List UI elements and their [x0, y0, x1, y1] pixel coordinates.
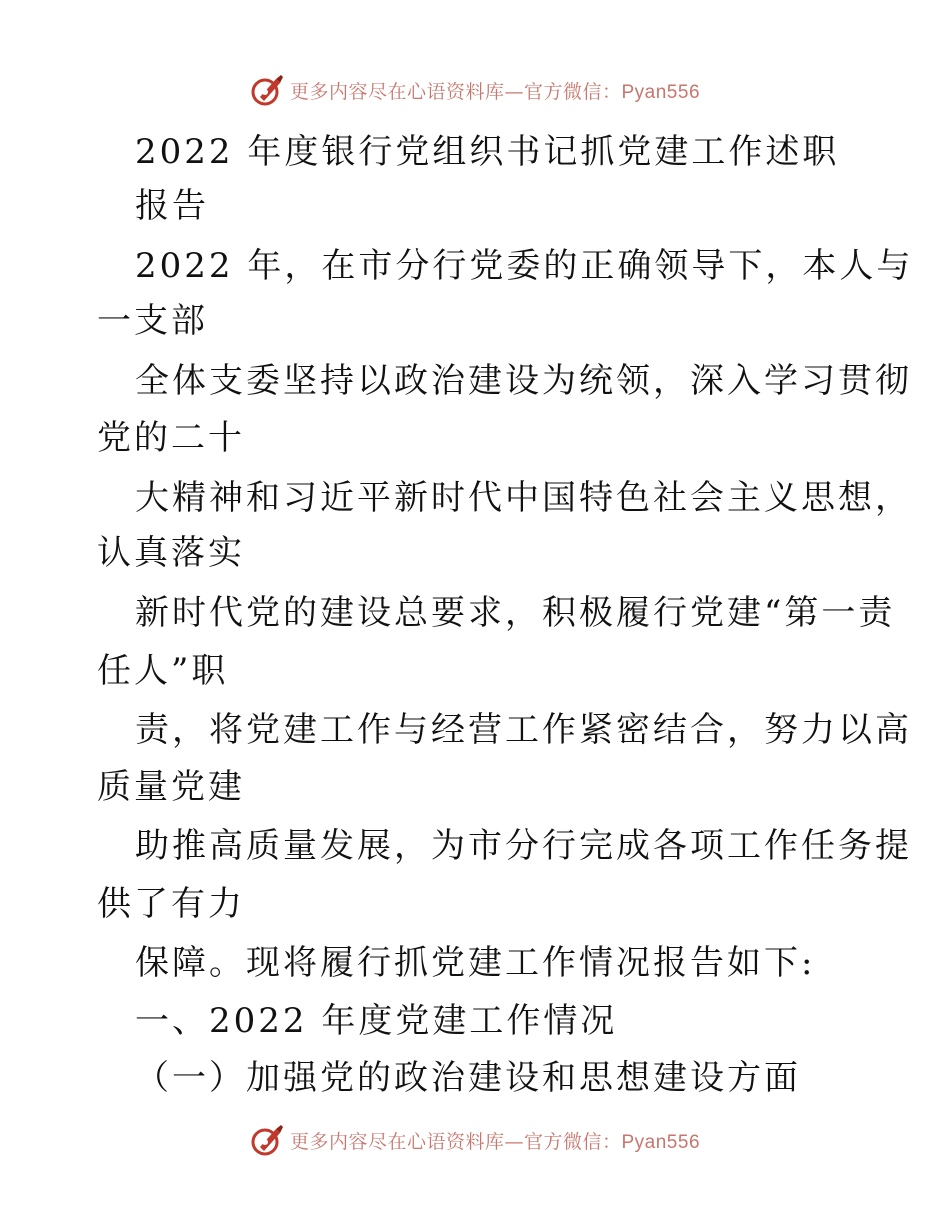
section-heading: 一、2022 年度党建工作情况	[135, 1001, 618, 1041]
paragraph-line: 全体支委坚持以政治建设为统领，深入学习贯彻	[135, 361, 912, 401]
paragraph-line: 任人”职	[97, 651, 229, 691]
paragraph-line: 认真落实	[97, 533, 245, 573]
pen-nib-logo-icon	[250, 1123, 284, 1157]
paragraph-line: 大精神和习近平新时代中国特色社会主义思想，	[135, 478, 912, 518]
paragraph-line: 责，将党建工作与经营工作紧密结合，努力以高	[135, 710, 912, 750]
paragraph-line: 供了有力	[97, 884, 245, 924]
header-watermark	[0, 70, 950, 110]
watermark-text: 更多内容尽在心语资料库—官方微信：Pyan556	[289, 1130, 701, 1153]
paragraph-line: 2022 年，在市分行党委的正确领导下，本人与	[135, 246, 914, 286]
paragraph-line: 党的二十	[97, 418, 245, 458]
paragraph-line: 一支部	[97, 301, 208, 341]
footer-watermark	[0, 1120, 950, 1160]
paragraph-line: 质量党建	[97, 767, 245, 807]
paragraph-line: 助推高质量发展，为市分行完成各项工作任务提	[135, 826, 912, 866]
doc-title-line-2: 报告	[135, 186, 209, 226]
watermark-text: 更多内容尽在心语资料库—官方微信：Pyan556	[289, 80, 701, 103]
subsection-heading: （一）加强党的政治建设和思想建设方面	[135, 1058, 801, 1098]
paragraph-line: 保障。现将履行抓党建工作情况报告如下:	[135, 943, 816, 983]
paragraph-line: 新时代党的建设总要求，积极履行党建“第一责	[135, 593, 896, 633]
pen-nib-logo-icon	[250, 73, 284, 107]
doc-title-line-1: 2022 年度银行党组织书记抓党建工作述职	[135, 132, 840, 172]
